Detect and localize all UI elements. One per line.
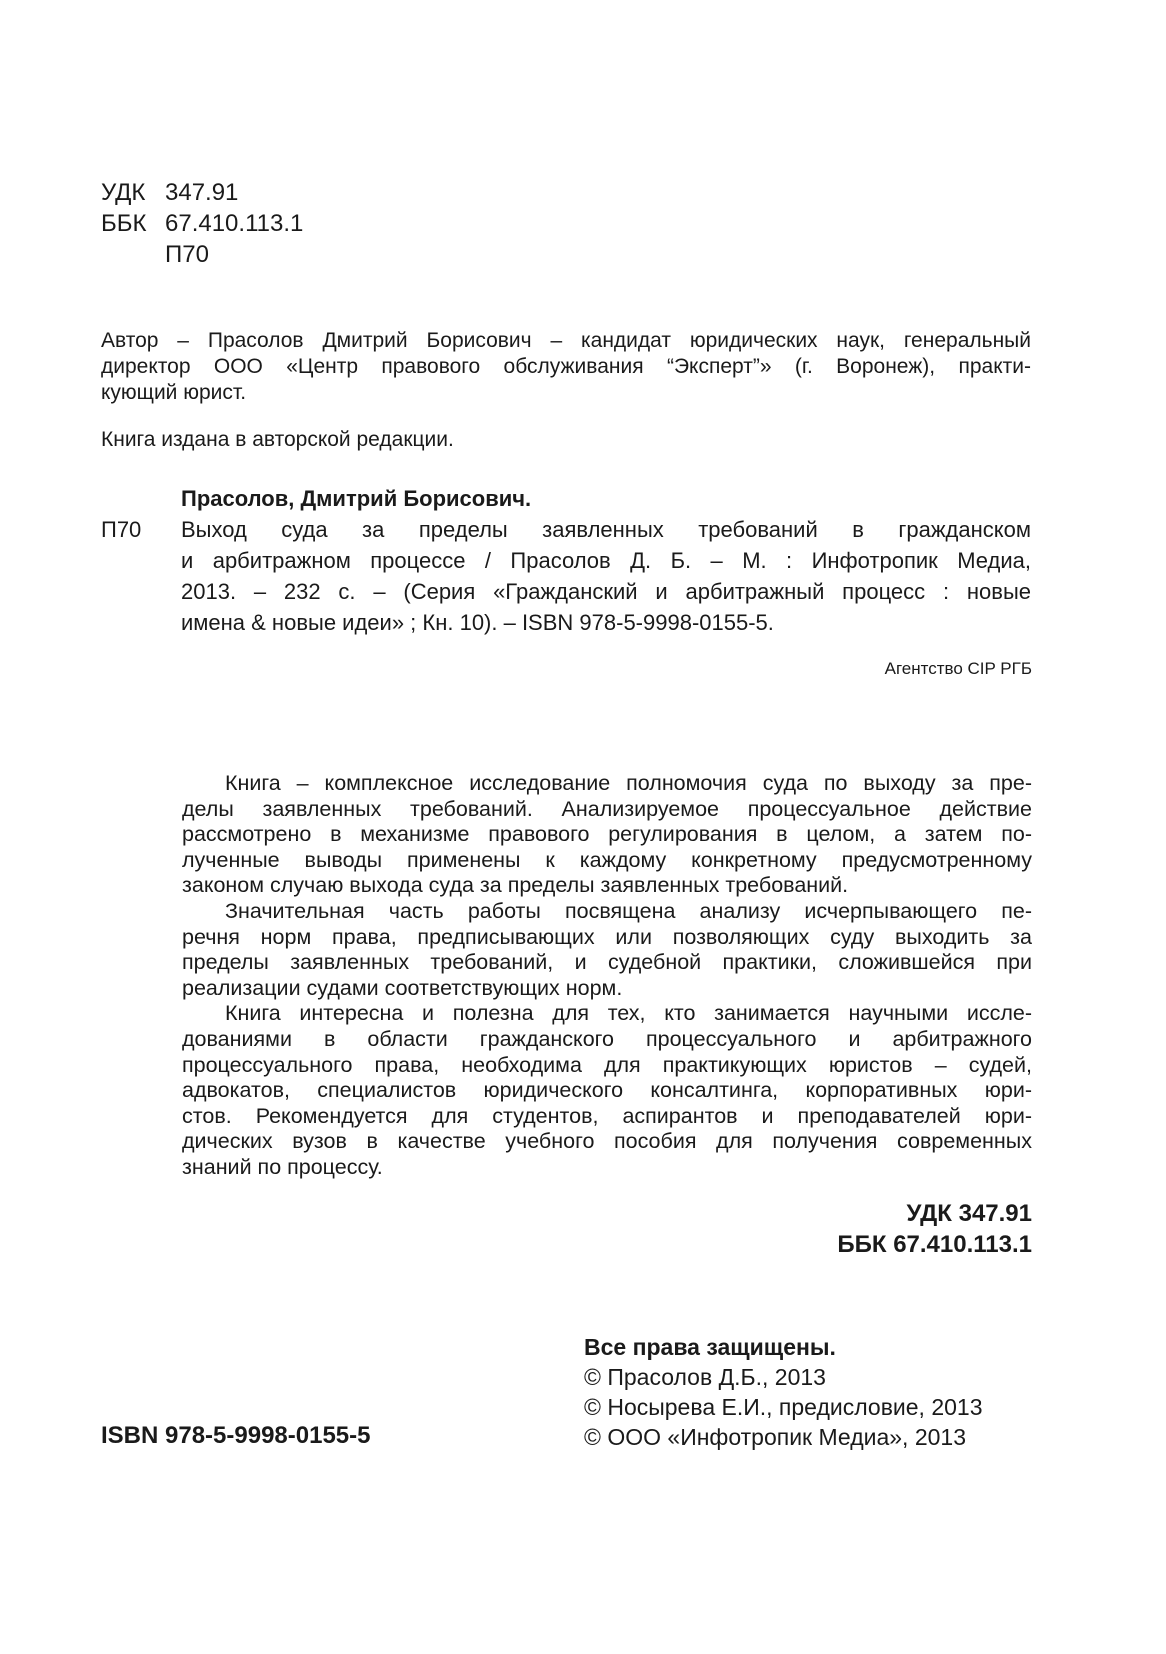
bbk-label: ББК — [101, 210, 147, 237]
author-note — [101, 328, 1031, 406]
biblio-line: и арбитражном процессе / Прасолов Д. Б. – М. : Инфотропик Медиа, — [181, 548, 1031, 573]
copyright-line: © Носырева Е.И., предисловие, 2013 — [584, 1394, 983, 1420]
abstract-line: стов. Рекомендуется для студентов, аспирантов и преподавателей юри- — [182, 1103, 1032, 1128]
biblio-line: Выход суда за пределы заявленных требований в гражданском — [181, 517, 1031, 542]
bottom-bbk: ББК 67.410.113.1 — [837, 1231, 1032, 1258]
udk-value: 347.91 — [165, 179, 239, 206]
abstract-line: Книга – комплексное исследование полномочия суда по выходу за пре- — [225, 771, 1032, 795]
bbk-row — [101, 208, 303, 239]
author-sign-row — [101, 239, 303, 270]
abstract-line: рассмотрено в механизме правового регулирования в целом, а затем по- — [182, 822, 1032, 847]
isbn: ISBN 978-5-9998-0155-5 — [101, 1422, 371, 1449]
edition-note: Книга издана в авторской редакции. — [101, 428, 454, 451]
abstract-line: Значительная часть работы посвящена анализу исчерпывающего пе- — [225, 898, 1032, 923]
abstract-line: адвокатов, специалистов юридического консалтинга, корпоративных юри- — [182, 1078, 1032, 1103]
abstract-line: лученные выводы применены к каждому конкретному предусмотренному — [182, 847, 1032, 872]
author-note-line: Автор – Прасолов Дмитрий Борисович – кандидат юридических наук, генеральный — [101, 329, 1031, 352]
biblio-description — [181, 514, 1031, 638]
author-note-line: кующий юрист. — [101, 381, 247, 404]
abstract-line: знаний по процессу. — [182, 1154, 383, 1179]
copyright-block — [584, 1332, 983, 1452]
author-note-line: директор ООО «Центр правового обслуживания “Эксперт”» (г. Воронеж), практи- — [101, 355, 1031, 378]
biblio-line: 2013. – 232 с. – (Серия «Гражданский и арбитражный процесс : новые — [181, 579, 1031, 604]
abstract-line: пределы заявленных требований, и судебной практики, сложившейся при — [182, 950, 1032, 975]
abstract-line: речня норм права, предписывающих или позволяющих суду выходить за — [182, 924, 1032, 949]
biblio-heading: Прасолов, Дмитрий Борисович. — [181, 486, 532, 511]
abstract — [182, 771, 1032, 1181]
abstract-line: дических вузов в качестве учебного пособия для получения современных — [182, 1129, 1032, 1154]
abstract-line: Книга интересна и полезна для тех, кто занимается научными иссле- — [225, 1001, 1032, 1026]
abstract-line: дованиями в области гражданского процессуального и арбитражного — [182, 1026, 1032, 1051]
rights-title: Все права защищены. — [584, 1334, 836, 1360]
bibliographic-record — [101, 483, 1031, 638]
bbk-value: 67.410.113.1 — [165, 210, 304, 237]
copyright-line: © Прасолов Д.Б., 2013 — [584, 1364, 826, 1390]
udk-row — [101, 177, 303, 208]
abstract-line: делы заявленных требований. Анализируемое процессуальное действие — [182, 796, 1032, 821]
bottom-classification-codes — [837, 1198, 1032, 1260]
classification-codes — [101, 177, 303, 270]
cip-agency: Агентство CIP РГБ — [884, 659, 1032, 678]
bottom-udk: УДК 347.91 — [906, 1200, 1032, 1227]
copyright-line: © ООО «Инфотропик Медиа», 2013 — [584, 1424, 967, 1450]
biblio-code: П70 — [101, 517, 142, 542]
abstract-line: реализации судами соответствующих норм. — [182, 975, 623, 1000]
abstract-line: процессуального права, необходима для практикующих юристов – судей, — [182, 1052, 1032, 1077]
biblio-line: имена & новые идеи» ; Кн. 10). – ISBN 978-5-9998-0155-5. — [181, 610, 774, 635]
author-sign: П70 — [165, 241, 209, 268]
abstract-line: законом случаю выхода суда за пределы заявленных требований. — [182, 873, 849, 898]
udk-label: УДК — [101, 179, 146, 206]
